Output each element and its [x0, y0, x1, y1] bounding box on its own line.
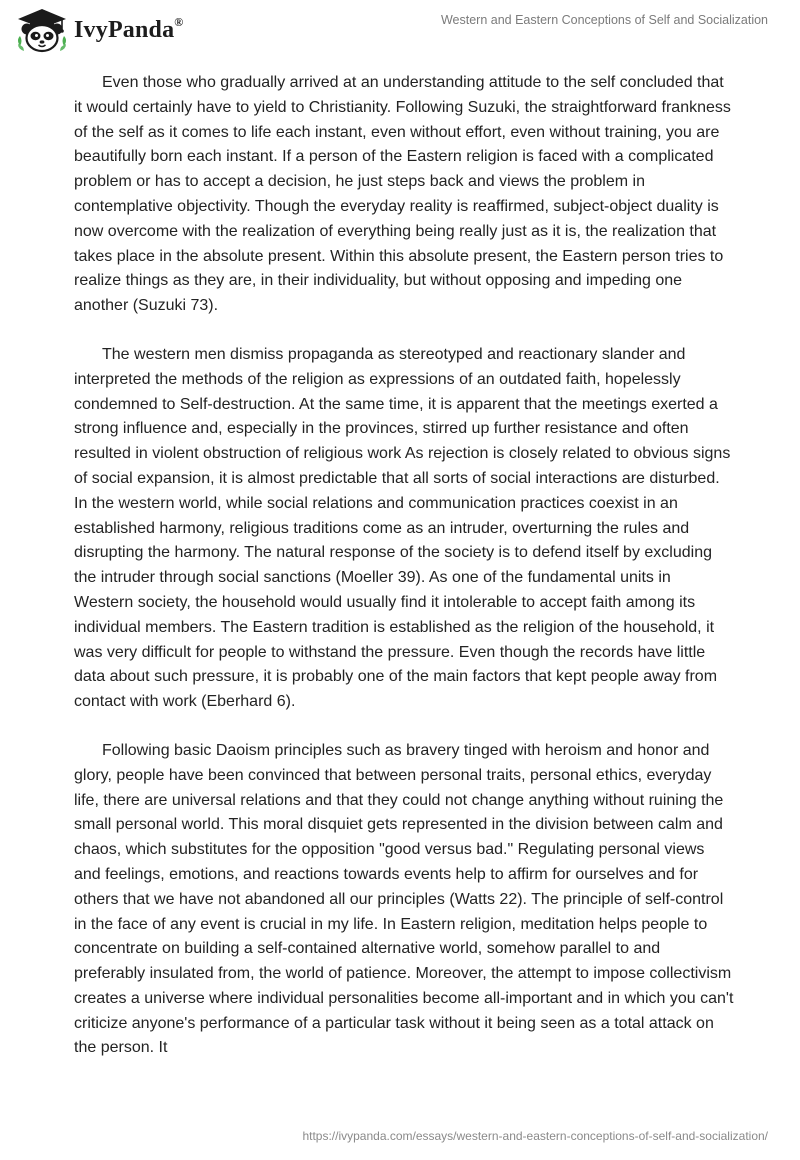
registered-mark: ®: [174, 14, 184, 29]
logo-text: [74, 14, 184, 44]
page-header: [0, 0, 800, 62]
source-url[interactable]: https://ivypanda.com/essays/western-and-eastern-conceptions-of-self-and-socialization/: [302, 1129, 768, 1143]
logo-wordmark: IvyPanda: [74, 16, 175, 43]
paragraph: Following basic Daoism principles such as bravery tinged with heroism and honor and glory, people have been convinced that between personal traits, personal ethics, everyday life, there are universal relations and that they could not change anything without ruining the small personal world. This moral disquiet gets represented in the division between calm and chaos, which substitutes for the opposition "good versus bad." Regulating personal views and feelings, emotions, and reactions towards events help to affirm for ourselves and for others that we have not abandoned all our principles (Watts 22). The principle of self-control in the face of any event is crucial in my life. In Eastern religion, meditation helps people to concentrate on building a self-contained alternative world, somehow parallel to and preferably insulated from, the world of patience. Moreover, the attempt to impose collectivism creates a universe where individual personalities become all-important and in which you can't criticize anyone's performance of a particular task without it being seen as a total attack on the person. It: [74, 741, 734, 1057]
ivypanda-logo[interactable]: [14, 6, 183, 54]
paragraph: The western men dismiss propaganda as stereotyped and reactionary slander and interpreted the methods of the religion as expressions of an outdated faith, hopelessly condemned to Self-destruction. At the same time, it is apparent that the meetings exerted a strong influence and, especially in the provinces, stirred up further resistance and often resulted in violent obstruction of religious work As rejection is closely related to obvious signs of social expansion, it is almost predictable that all sorts of social interactions are disturbed. In the western world, while social relations and communication practices coexist in an established harmony, religious traditions come as an intruder, overturning the rules and disrupting the harmony. The natural response of the society is to defend itself by excluding the intruder through social sanctions (Moeller 39). As one of the fundamental units in Western society, the household would usually find it intolerable to accept faith among its individual members. The Eastern tradition is established as the religion of the household, it was very difficult for people to withstand the pressure. Even though the records have little data about such pressure, it is probably one of the main factors that kept people away from contact with work (Eberhard 6).: [74, 345, 731, 711]
essay-body: [74, 71, 734, 1085]
paragraph: Even those who gradually arrived at an understanding attitude to the self concluded that it would certainly have to yield to Christianity. Following Suzuki, the straightforward frankness of the self as it comes to life each instant, even without effort, even without training, you are beautifully born each instant. If a person of the Eastern religion is faced with a complicated problem or has to accept a decision, he just steps back and views the problem in contemplative objectivity. Though the everyday reality is reaffirmed, subject-object duality is now overcome with the realization of everything being really just as it is, the realization that takes place in the absolute present. Within this absolute present, the Eastern person tries to realize things as they are, in their individuality, but without opposing and impeding one another (Suzuki 73).: [74, 74, 731, 315]
panda-graduate-icon: [14, 6, 70, 54]
document-title: Western and Eastern Conceptions of Self and Socialization: [440, 13, 768, 27]
